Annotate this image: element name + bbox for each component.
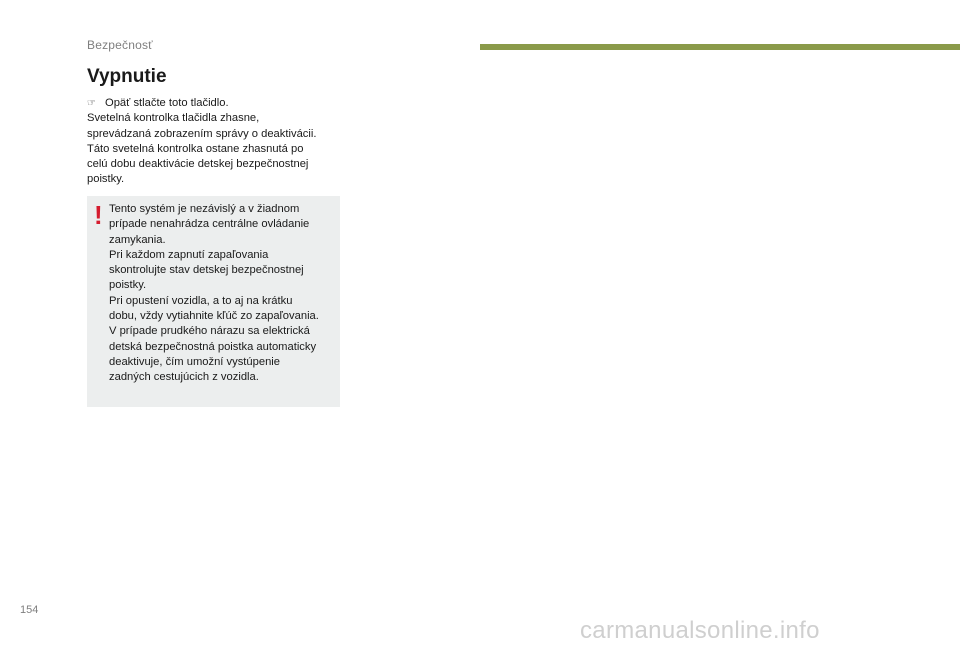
- watermark: carmanualsonline.info: [580, 617, 820, 644]
- paragraph-line: Táto svetelná kontrolka ostane zhasnutá po: [87, 142, 304, 155]
- page-title: Vypnutie: [87, 66, 167, 87]
- paragraph-line: sprevádzaná zobrazením správy o deaktivácii.: [87, 127, 317, 140]
- note-line: dobu, vždy vytiahnite kľúč zo zapaľovania.: [109, 310, 319, 323]
- warning-exclamation-icon: !: [94, 200, 103, 230]
- bullet-text: Opäť stlačte toto tlačidlo.: [105, 97, 229, 109]
- warning-note-text: [109, 202, 345, 386]
- note-line: deaktivuje, čím umožní vystúpenie: [109, 355, 281, 368]
- note-line: Tento systém je nezávislý a v žiadnom: [109, 203, 300, 215]
- note-line: zamykania.: [109, 233, 166, 246]
- section-accent-bar: [480, 44, 960, 50]
- paragraph-line: poistky.: [87, 173, 125, 186]
- pointer-hand-icon: ☞: [87, 98, 96, 109]
- warning-note-box: [87, 196, 340, 407]
- page-number: 154: [20, 604, 39, 616]
- section-label: Bezpečnosť: [87, 38, 153, 52]
- body-text: [87, 96, 347, 188]
- note-line: zadných cestujúcich z vozidla.: [109, 371, 259, 384]
- note-line: poistky.: [109, 279, 147, 292]
- paragraph-line: Svetelná kontrolka tlačidla zhasne,: [87, 112, 260, 125]
- paragraph-line: celú dobu deaktivácie detskej bezpečnostnej: [87, 158, 309, 171]
- note-line: prípade nenahrádza centrálne ovládanie: [109, 218, 310, 231]
- bullet-line: [87, 96, 347, 111]
- note-line: Pri opustení vozidla, a to aj na krátku: [109, 294, 293, 307]
- note-line: V prípade prudkého nárazu sa elektrická: [109, 325, 310, 338]
- note-line: Pri každom zapnutí zapaľovania: [109, 248, 269, 261]
- note-line: skontrolujte stav detskej bezpečnostnej: [109, 264, 304, 277]
- note-line: detská bezpečnostná poistka automaticky: [109, 340, 317, 353]
